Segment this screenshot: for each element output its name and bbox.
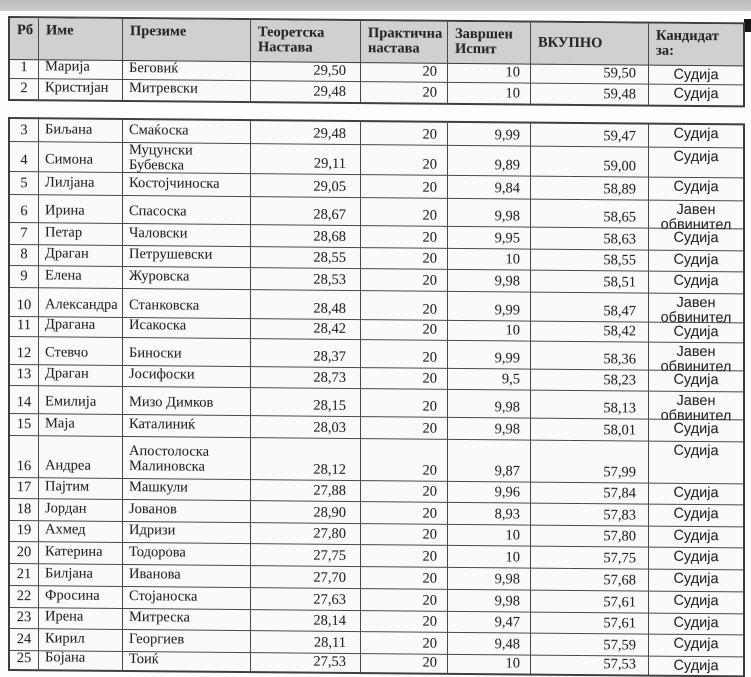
cell-final-exam-score: 9,98 [448,199,531,228]
cell-candidate-for: Судија [649,66,743,86]
cell-total-score: 58,55 [531,250,649,272]
cell-candidate-for: Јавен обвинител [649,201,743,230]
cell-candidate-for: Судија [649,635,743,658]
cell-first-name: Ахмед [39,521,123,543]
cell-last-name: Исакоска [123,318,251,339]
cell-total-score: 58,65 [531,200,649,229]
cell-practical-score: 20 [361,439,448,482]
header-cell-prezime: Презиме [123,19,251,62]
cell-theoretical-score: 28,03 [251,416,361,439]
cell-candidate-for: Судија [649,229,743,252]
cell-first-name: Марија [39,60,123,80]
cell-candidate-for: Судија [649,548,743,571]
cell-row-number: 11 [10,317,39,337]
cell-first-name: Катерина [39,542,123,565]
cell-total-score: 58,23 [531,370,649,392]
cell-theoretical-score: 28,15 [251,388,361,417]
cell-last-name: Апостолоска Малиновска [123,437,251,480]
cell-last-name: Јосифоски [123,366,251,388]
cell-theoretical-score: 28,14 [251,610,361,632]
cell-row-number: 14 [10,386,39,414]
cell-first-name: Симона [39,142,123,173]
cell-last-name: Журовска [123,267,251,290]
cell-practical-score: 20 [361,654,448,673]
cell-last-name: Иванова [123,565,251,588]
cell-final-exam-score: 10 [448,546,531,569]
cell-final-exam-score: 9,48 [448,633,531,656]
cell-total-score: 58,63 [531,228,649,251]
cell-last-name: Беговиќ [123,61,251,81]
cell-last-name: Станковска [123,289,251,319]
cell-theoretical-score: 29,11 [251,144,361,175]
cell-first-name: Андреа [39,436,123,479]
cell-first-name: Јордан [39,499,123,522]
cell-theoretical-score: 28,37 [251,339,361,368]
cell-final-exam-score: 9,5 [448,369,531,391]
cell-first-name: Стевчо [39,337,123,366]
cell-row-number: 23 [10,608,39,629]
cell-practical-score: 20 [361,502,448,525]
cell-practical-score: 20 [361,226,448,249]
cell-last-name: Костојчиноска [123,173,251,197]
cell-theoretical-score: 27,75 [251,544,361,567]
cell-final-exam-score: 10 [448,321,531,342]
cell-last-name: Тоиќ [123,652,251,671]
cell-theoretical-score: 27,63 [251,588,361,611]
cell-candidate-for: Јавен обвинител [649,343,743,372]
cell-final-exam-score: 9,87 [448,440,531,483]
cell-practical-score: 20 [361,340,448,369]
cell-practical-score: 20 [361,269,448,292]
cell-first-name: Драгана [39,317,123,338]
header-cell-ime: Име [39,18,123,61]
cell-theoretical-score: 29,48 [251,121,361,145]
cell-practical-score: 20 [361,248,448,270]
cell-total-score: 57,53 [531,656,649,675]
cell-row-number: 16 [10,436,39,478]
cell-last-name: Идризи [123,522,251,544]
cell-final-exam-score: 9,98 [448,590,531,613]
cell-theoretical-score: 28,55 [251,247,361,269]
cell-total-score: 59,48 [531,84,649,105]
cell-practical-score: 20 [361,291,448,321]
cell-total-score: 58,13 [531,391,649,420]
cell-row-number: 5 [10,172,39,195]
cell-first-name: Билјана [39,564,123,587]
cell-practical-score: 20 [361,175,448,199]
cell-practical-score: 20 [361,63,448,83]
cell-practical-score: 20 [361,122,448,146]
cell-first-name: Пајтим [39,478,123,500]
cell-theoretical-score: 28,48 [251,290,361,320]
cell-last-name: Машкули [123,479,251,501]
cell-total-score: 57,80 [531,526,649,548]
cell-candidate-for: Судија [649,148,743,179]
cell-theoretical-score: 27,80 [251,523,361,545]
cell-candidate-for: Судија [649,484,743,506]
cell-candidate-for: Јавен обвинител [649,294,743,324]
cell-practical-score: 20 [361,589,448,612]
cell-first-name: Биљана [39,119,123,143]
cell-candidate-for: Судија [649,592,743,615]
candidate-results-table [8,16,745,677]
cell-final-exam-score: 9,98 [448,568,531,591]
cell-row-number: 18 [10,499,39,521]
cell-theoretical-score: 29,50 [251,62,361,82]
cell-total-score: 57,84 [531,483,649,505]
cell-first-name: Фросина [39,586,123,609]
cell-total-score: 58,89 [531,177,649,201]
cell-practical-score: 20 [361,198,448,227]
cell-last-name: Георгиев [123,630,251,653]
cell-total-score: 59,50 [531,65,649,85]
cell-last-name: Биноски [123,338,251,367]
cell-candidate-for: Судија [649,420,743,443]
cell-first-name: Драган [39,365,123,387]
table-section-top [8,16,745,107]
cell-theoretical-score: 28,68 [251,225,361,248]
cell-first-name: Драган [39,245,123,267]
cell-row-number: 1 [10,60,39,79]
cell-final-exam-score: 10 [448,525,531,547]
cell-last-name: Петрушевски [123,246,251,268]
cell-first-name: Александра [39,288,123,318]
cell-theoretical-score: 28,67 [251,197,361,226]
cell-theoretical-score: 28,73 [251,367,361,389]
cell-candidate-for: Судија [649,505,743,528]
cell-row-number: 12 [10,337,39,365]
table-section-bottom [8,117,745,677]
cell-row-number: 25 [10,651,39,669]
cell-candidate-for: Судија [649,371,743,393]
cell-row-number: 15 [10,414,39,436]
cell-candidate-for: Судија [649,125,743,149]
cell-total-score: 57,83 [531,504,649,527]
cell-last-name: Муцунски Бубевска [123,143,251,174]
cell-theoretical-score: 28,42 [251,319,361,340]
cell-final-exam-score: 9,89 [448,146,531,177]
cell-total-score: 57,68 [531,569,649,592]
cell-practical-score: 20 [361,545,448,568]
cell-candidate-for: Судија [649,527,743,549]
cell-theoretical-score: 28,90 [251,501,361,524]
cell-total-score: 59,00 [531,147,649,178]
cell-candidate-for: Судија [673,85,719,103]
cell-last-name: Стојаноска [123,587,251,610]
cell-first-name: Петар [39,223,123,246]
cell-first-name: Лилјана [39,172,123,196]
cell-practical-score: 20 [361,481,448,503]
cell-final-exam-score: 10 [448,249,531,271]
cell-total-score: 57,59 [531,634,649,657]
cell-last-name: Митреска [123,609,251,631]
cell-candidate-for: Судија [649,251,743,273]
cell-practical-score: 20 [361,524,448,546]
cell-final-exam-score: 9,47 [448,612,531,634]
cell-final-exam-score: 8,93 [448,503,531,526]
cell-row-number: 17 [10,478,39,499]
cell-theoretical-score: 28,11 [251,631,361,654]
cell-row-number: 9 [10,266,39,288]
scan-top-edge-strip [0,0,751,11]
cell-last-name: Митревски [123,80,251,101]
cell-practical-score: 20 [361,82,448,103]
cell-final-exam-score: 10 [448,83,531,104]
cell-candidate-for: Судија [673,657,719,675]
cell-candidate-for: Јавен обвинител [649,392,743,421]
cell-first-name: Кристијан [39,79,123,100]
cell-last-name: Каталиниќ [123,415,251,438]
cell-practical-score: 20 [361,632,448,655]
cell-total-score: 57,75 [531,547,649,570]
header-cell-zavrsen: Завршен Испит [448,22,531,65]
cell-practical-score: 20 [361,417,448,440]
cell-theoretical-score: 27,53 [251,653,361,672]
cell-practical-score: 20 [361,567,448,590]
cell-last-name: Тодорова [123,543,251,566]
cell-candidate-for: Судија [649,614,743,636]
cell-candidate-for: Судија [649,272,743,295]
cell-total-score: 58,42 [531,322,649,343]
cell-practical-score: 20 [361,320,448,341]
cell-total-score: 59,47 [531,124,649,148]
cell-last-name: Спасоска [123,196,251,225]
cell-final-exam-score: 9,98 [448,390,531,419]
cell-final-exam-score: 9,99 [448,292,531,322]
cell-practical-score: 20 [361,368,448,390]
cell-row-number: 13 [10,365,39,386]
cell-total-score: 58,51 [531,271,649,294]
cell-theoretical-score: 27,70 [251,566,361,589]
cell-row-number: 20 [10,542,39,564]
cell-row-number: 10 [10,288,39,317]
cell-practical-score: 20 [361,145,448,176]
cell-first-name: Емилија [39,386,123,415]
cell-theoretical-score: 28,12 [251,438,361,481]
cell-final-exam-score: 9,95 [448,227,531,250]
cell-practical-score: 20 [361,389,448,418]
cell-first-name: Ирена [39,608,123,630]
cell-total-score: 58,01 [531,419,649,442]
cell-final-exam-score: 9,84 [448,176,531,200]
cell-first-name: Ирина [39,195,123,224]
cell-candidate-for: Судија [649,178,743,202]
cell-first-name: Бојана [39,651,123,670]
cell-final-exam-score: 9,98 [448,418,531,441]
cell-row-number: 3 [10,119,39,142]
cell-total-score: 57,99 [531,441,649,484]
cell-theoretical-score: 29,05 [251,174,361,198]
cell-row-number: 22 [10,586,39,608]
cell-candidate-for: Судија [649,570,743,593]
cell-theoretical-score: 29,48 [251,81,361,102]
cell-total-score: 57,61 [531,613,649,635]
cell-row-number: 7 [10,223,39,245]
header-cell-rb: Рб [10,18,39,60]
cell-final-exam-score: 9,96 [448,482,531,504]
cell-first-name: Маја [39,414,123,437]
cell-last-name: Чаловски [123,224,251,247]
header-cell-prakticna: Практична настава [361,21,448,64]
header-cell-vkupno: ВКУПНО [531,23,649,66]
cell-last-name: Јованов [123,500,251,523]
scan-artifact-mark [744,19,751,32]
cell-candidate-for: Судија [649,442,743,485]
cell-practical-score: 20 [361,611,448,633]
cell-row-number: 4 [10,142,39,172]
cell-last-name: Мизо Димков [123,387,251,416]
cell-final-exam-score: 9,98 [448,270,531,293]
cell-row-number: 8 [10,245,39,266]
cell-theoretical-score: 27,88 [251,480,361,502]
cell-row-number: 21 [10,564,39,586]
cell-first-name: Кирил [39,629,123,652]
cell-row-number: 24 [10,629,39,651]
cell-total-score: 58,47 [531,293,649,323]
cell-total-score: 58,36 [531,342,649,371]
cell-final-exam-score: 9,99 [448,341,531,370]
header-cell-teoretska: Теоретска Настава [251,20,361,63]
header-cell-kandidat: Кандидат за: [649,24,743,67]
cell-final-exam-score: 9,99 [448,123,531,147]
cell-candidate-for: Судија [649,323,743,344]
cell-theoretical-score: 28,53 [251,268,361,291]
cell-row-number: 6 [10,195,39,223]
cell-final-exam-score: 10 [448,64,531,84]
cell-final-exam-score: 10 [448,655,531,674]
cell-row-number: 2 [10,79,39,99]
cell-total-score: 57,61 [531,591,649,614]
cell-first-name: Елена [39,266,123,289]
cell-row-number: 19 [10,521,39,542]
cell-last-name: Смаќоска [123,120,251,144]
